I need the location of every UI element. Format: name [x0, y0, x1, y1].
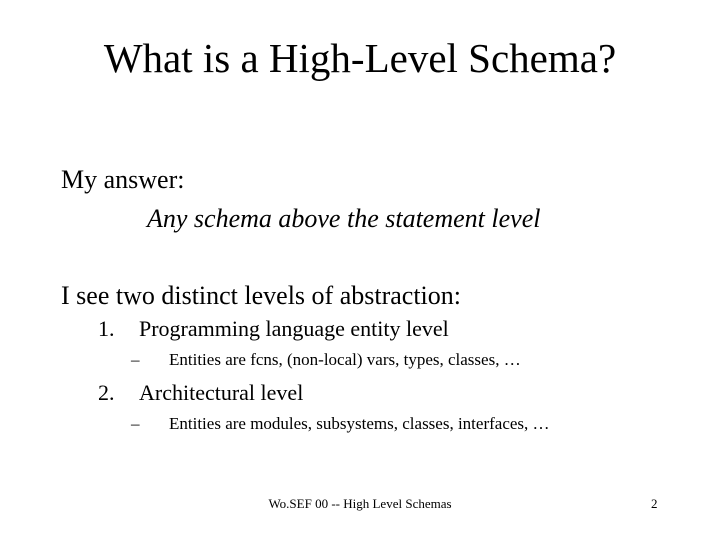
item-1-sub-dash: – [131, 350, 140, 369]
slide-title: What is a High-Level Schema? [103, 35, 617, 81]
item-2-label: Architectural level [139, 380, 304, 405]
item-1-sub-text: Entities are fcns, (non-local) vars, types, classes, … [169, 350, 521, 369]
item-2-sub-dash: – [131, 414, 140, 433]
item-2-number: 2. [98, 380, 115, 405]
footer-text: Wo.SEF 00 -- High Level Schemas [268, 496, 452, 511]
answer-text: Any schema above the statement level [147, 204, 541, 233]
levels-intro: I see two distinct levels of abstraction: [61, 281, 462, 310]
item-2-sub-text: Entities are modules, subsystems, classes, interfaces, … [169, 414, 550, 433]
answer-label: My answer: [61, 165, 185, 194]
item-1-label: Programming language entity level [139, 316, 449, 341]
page-number: 2 [651, 496, 658, 511]
item-1-number: 1. [98, 316, 115, 341]
